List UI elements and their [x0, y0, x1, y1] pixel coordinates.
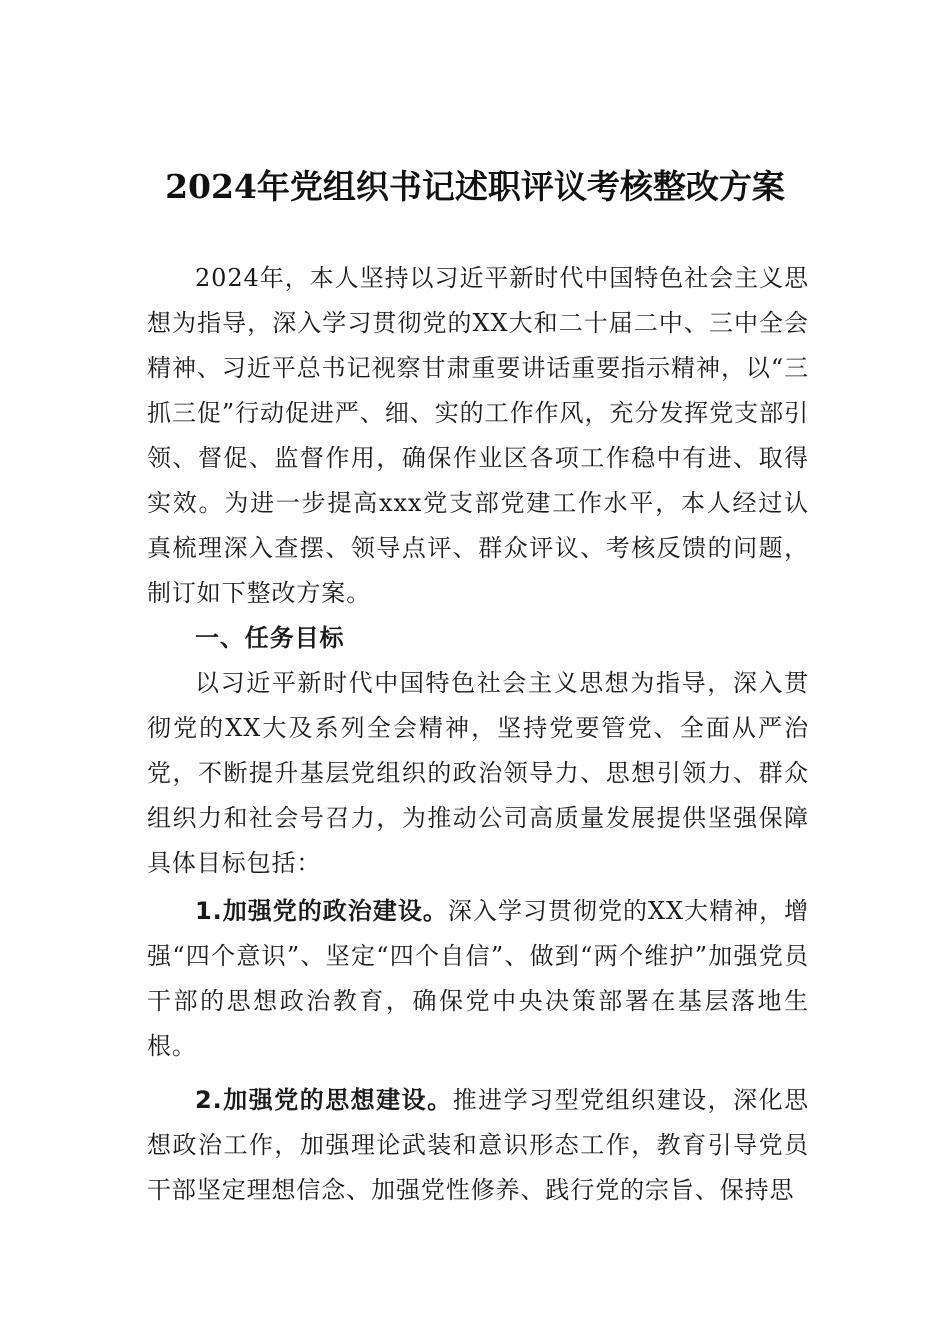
item-lead: 2.加强党的思想建设。 [195, 1086, 453, 1114]
document-title: 2024年党组织书记述职评议考核整改方案 [165, 167, 785, 206]
list-item-political-building [147, 889, 809, 1069]
section-heading-task-goals: 一、任务目标 [195, 624, 345, 652]
section-paragraph-task-goals: 以习近平新时代中国特色社会主义思想为指导，深入贯彻党的XX大及系列全会精神，坚持党要管党、全面从严治党，不断提升基层党组织的政治领导力、思想引领力、群众组织力和社会号召力，为推动公司高质量发展提供坚强保障具体目标包括： [147, 669, 809, 877]
document-body [147, 256, 809, 1213]
list-item-ideological-building [147, 1078, 809, 1213]
item-text: 深入学习贯彻党的XX大精神，增强“四个意识”、坚定“四个自信”、做到“两个维护”加强党员干部的思想政治教育，确保党中央决策部署在基层落地生根。 [147, 897, 810, 1060]
intro-paragraph: 2024年，本人坚持以习近平新时代中国特色社会主义思想为指导，深入学习贯彻党的XX大和二十届二中、三中全会精神、习近平总书记视察甘肃重要讲话重要指示精神，以“三抓三促”行动促进严、细、实的工作作风，充分发挥党支部引领、督促、监督作用，确保作业区各项工作稳中有进、取得实效。为进一步提高xxx党支部党建工作水平，本人经过认真梳理深入查摆、领导点评、群众评议、考核反馈的问题，制订如下整改方案。 [147, 264, 809, 607]
item-text: 推进学习型党组织建设，深化思想政治工作，加强理论武装和意识形态工作，教育引导党员干部坚定理想信念、加强党性修养、践行党的宗旨、保持思 [147, 1086, 809, 1204]
item-lead: 1.加强党的政治建设。 [195, 897, 448, 925]
